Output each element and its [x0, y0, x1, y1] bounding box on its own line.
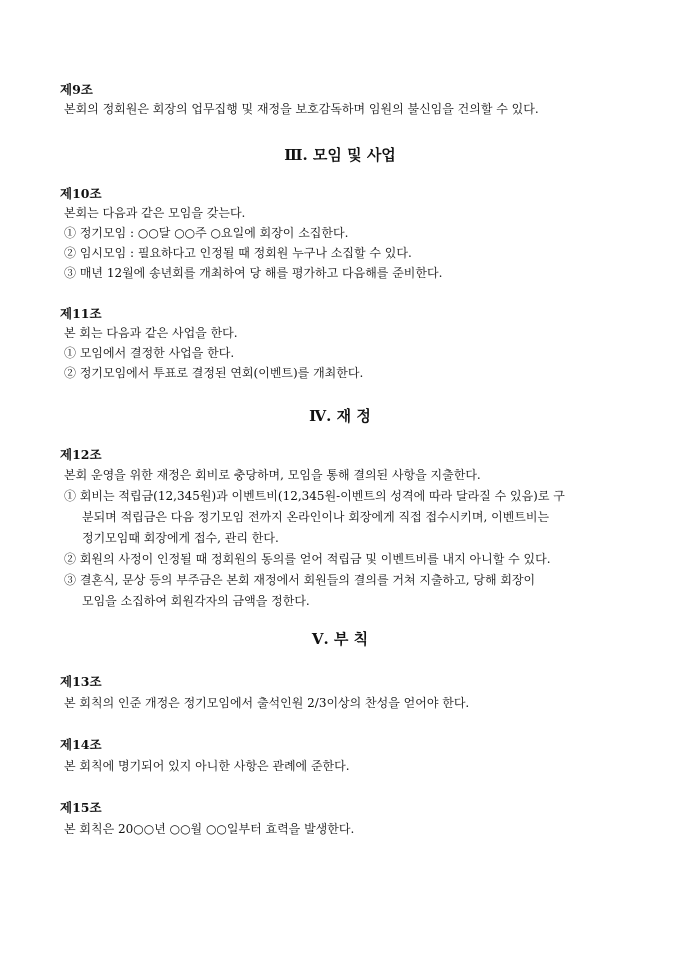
article-9-title: 제9조: [60, 82, 93, 97]
article-10-intro: 본회는 다음과 같은 모임을 갖는다.: [64, 206, 246, 220]
article-9-body: 본회의 정회원은 회장의 업무집행 및 재정을 보호감독하며 임원의 불신임을 건의할 수 있다.: [64, 102, 539, 116]
chapter-3-heading: Ⅲ. 모임 및 사업: [284, 146, 396, 164]
article-12-item-3-line-1: ③ 결혼식, 문상 등의 부주금은 본회 재정에서 회원들의 결의를 거쳐 지출하고, 당해 회장이: [64, 573, 536, 587]
article-11-item-1: ① 모임에서 결정한 사업을 한다.: [64, 346, 235, 360]
chapter-4-heading: Ⅳ. 재 정: [309, 407, 371, 425]
chapter-5-heading: Ⅴ. 부 칙: [311, 630, 369, 648]
article-15-body: 본 회칙은 20○○년 ○○월 ○○일부터 효력을 발생한다.: [64, 822, 355, 836]
article-14-body: 본 회칙에 명기되어 있지 아니한 사항은 관례에 준한다.: [64, 759, 350, 773]
article-11-item-2: ② 정기모임에서 투표로 결정된 연회(이벤트)를 개최한다.: [64, 366, 364, 380]
article-12-item-2: ② 회원의 사정이 인정될 때 정회원의 동의를 얻어 적립금 및 이벤트비를 내지 아니할 수 있다.: [64, 552, 551, 566]
article-12-item-1-line-2: 분되며 적립금은 다음 정기모임 전까지 온라인이나 회장에게 직접 접수시키며, 이벤트비는: [82, 510, 550, 524]
article-10-item-1: ① 정기모임 : ○○달 ○○주 ○요일에 회장이 소집한다.: [64, 226, 349, 240]
article-10-item-2: ② 임시모임 : 필요하다고 인정될 때 정회원 누구나 소집할 수 있다.: [64, 246, 412, 260]
article-12-item-3-line-2: 모임을 소집하여 회원각자의 금액을 정한다.: [82, 594, 310, 608]
article-12-item-1-line-1: ① 회비는 적립금(12,345원)과 이벤트비(12,345원-이벤트의 성격에 따라 달라질 수 있음)로 구: [64, 489, 565, 503]
article-11-intro: 본 회는 다음과 같은 사업을 한다.: [64, 326, 238, 340]
article-12-intro: 본회 운영을 위한 재정은 회비로 충당하며, 모임을 통해 결의된 사항을 지출한다.: [64, 468, 481, 482]
article-12-title: 제12조: [60, 447, 102, 462]
article-10-item-3: ③ 매년 12월에 송년회를 개최하여 당 해를 평가하고 다음해를 준비한다.: [64, 266, 443, 280]
article-12-item-1-line-3: 정기모임때 회장에게 접수, 관리 한다.: [82, 531, 279, 545]
article-15-title: 제15조: [60, 800, 102, 815]
article-11-title: 제11조: [60, 306, 102, 321]
article-13-title: 제13조: [60, 674, 102, 689]
article-13-body: 본 회칙의 인준 개정은 정기모임에서 출석인원 2/3이상의 찬성을 얻어야 한다.: [64, 696, 470, 710]
article-14-title: 제14조: [60, 737, 102, 752]
article-10-title: 제10조: [60, 186, 102, 201]
